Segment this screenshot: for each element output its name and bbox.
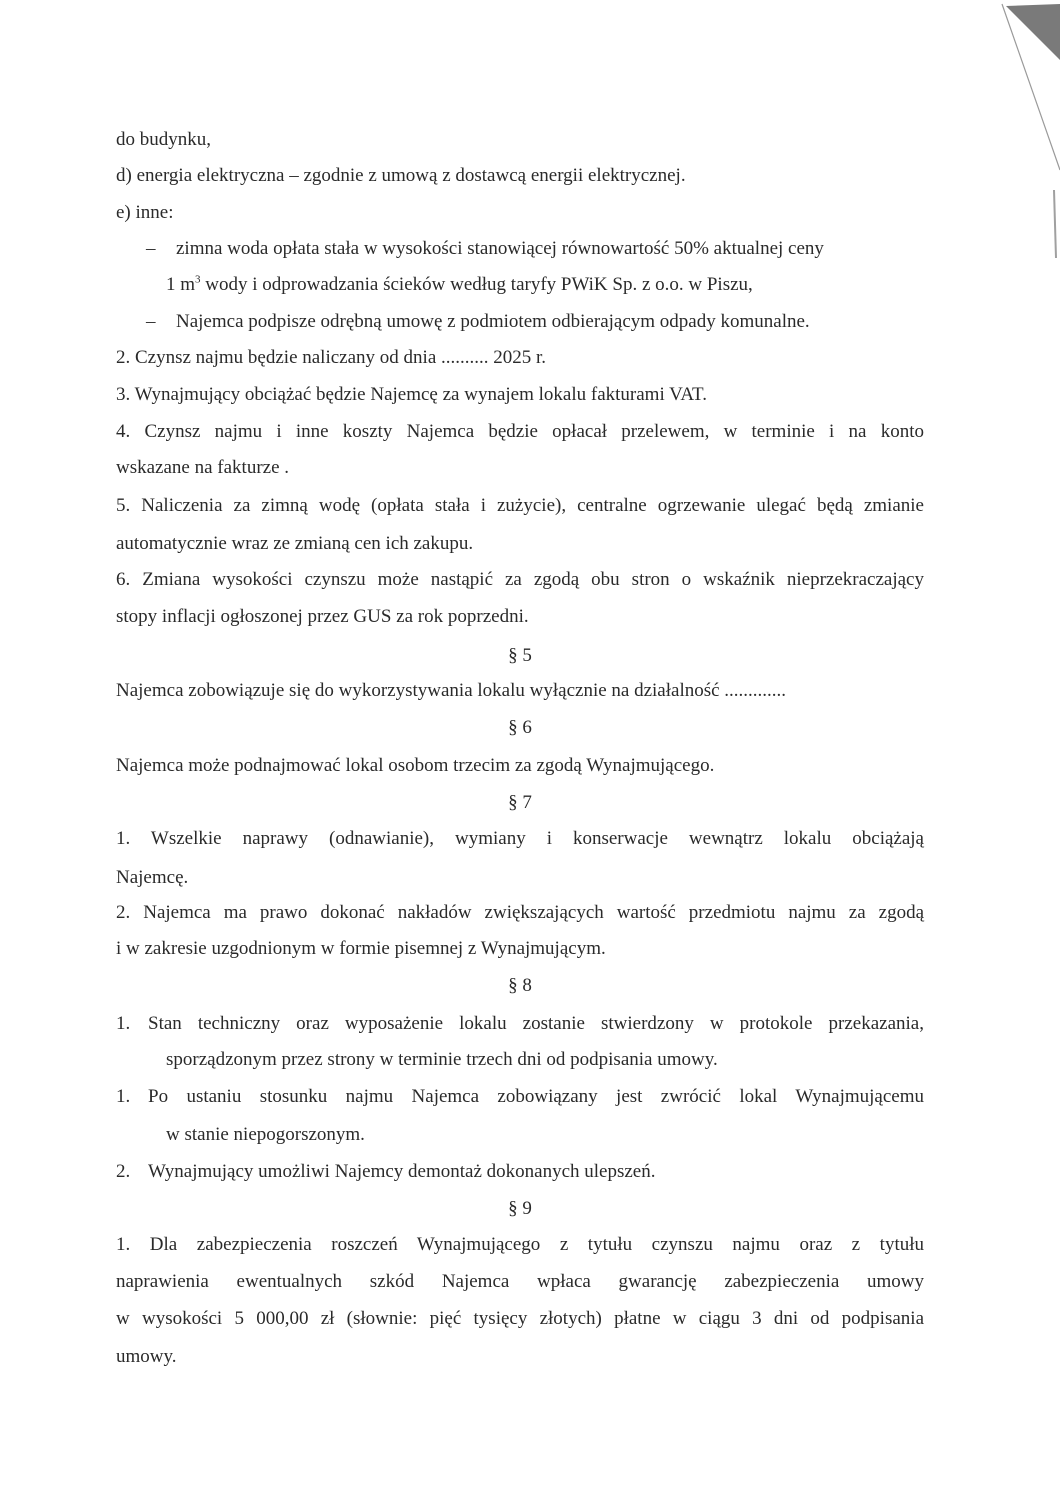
text-line: stopy inflacji ogłoszonej przez GUS za rok poprzedni. — [116, 606, 529, 627]
text-line: zimna woda opłata stała w wysokości stanowiącej równowartość 50% aktualnej ceny — [176, 238, 824, 259]
list-item — [146, 310, 924, 334]
section-heading: § 5 — [508, 645, 532, 666]
page-fold-shadow — [950, 0, 1060, 260]
text-line: umowy. — [116, 1346, 177, 1367]
item-number: 1. — [116, 1013, 131, 1034]
text-line: w stanie niepogorszonym. — [166, 1124, 365, 1145]
text-line: Wynajmujący umożliwi Najemcy demontaż dokonanych ulepszeń. — [148, 1161, 656, 1182]
text-line: 3. Wynajmujący obciążać będzie Najemcę za wynajem lokalu fakturami VAT. — [116, 384, 707, 405]
text-line: Najemca podpisze odrębną umowę z podmiotem odbierającym odpady komunalne. — [176, 311, 810, 332]
text-line: 2. Najemca ma prawo dokonać nakładów zwiększających wartość przedmiotu najmu za zgodą — [116, 902, 924, 923]
text-line: 4. Czynsz najmu i inne koszty Najemca będzie opłacał przelewem, w terminie i na konto — [116, 421, 924, 442]
text-line: 2. Czynsz najmu będzie naliczany od dnia .......... 2025 r. — [116, 347, 547, 368]
list-item — [116, 1160, 924, 1184]
text-line: i w zakresie uzgodnionym w formie pisemnej z Wynajmującym. — [116, 938, 606, 959]
text-fragment: 1 m — [166, 274, 196, 295]
dash-bullet: – — [146, 238, 156, 259]
dash-bullet: – — [146, 311, 156, 332]
text-line: Najemca może podnajmować lokal osobom trzecim za zgodą Wynajmującego. — [116, 755, 715, 776]
text-line: Najemca zobowiązuje się do wykorzystywania lokalu wyłącznie na działalność ............. — [116, 680, 787, 701]
text-line: e) inne: — [116, 202, 174, 223]
text-line: Stan techniczny oraz wyposażenie lokalu zostanie stwierdzony w protokole przekazania, — [148, 1013, 924, 1034]
section-heading: § 7 — [508, 792, 532, 813]
text-line: sporządzonym przez strony w terminie trzech dni od podpisania umowy. — [166, 1049, 718, 1070]
list-item — [116, 1012, 924, 1036]
text-line: 1. Wszelkie naprawy (odnawianie), wymiany i konserwacje wewnątrz lokalu obciążają — [116, 828, 924, 849]
text-line: 6. Zmiana wysokości czynszu może nastąpić za zgodą obu stron o wskaźnik nieprzekraczający — [116, 569, 924, 590]
text-line: do budynku, — [116, 129, 211, 150]
text-line: Po ustaniu stosunku najmu Najemca zobowiązany jest zwrócić lokal Wynajmującemu — [148, 1086, 924, 1107]
list-item — [146, 237, 924, 261]
section-heading: § 6 — [508, 717, 532, 738]
text-line: 1. Dla zabezpieczenia roszczeń Wynajmującego z tytułu czynszu najmu oraz z tytułu — [116, 1234, 924, 1255]
section-heading: § 9 — [508, 1198, 532, 1219]
text-line: automatycznie wraz ze zmianą cen ich zakupu. — [116, 533, 474, 554]
text-line: 5. Naliczenia za zimną wodę (opłata stała i zużycie), centralne ogrzewanie ulegać będą zmianie — [116, 495, 924, 516]
text-fragment: wody i odprowadzania ścieków według taryfy PWiK Sp. z o.o. w Piszu, — [200, 274, 753, 295]
text-line: Najemcę. — [116, 867, 189, 888]
text-line: w wysokości 5 000,00 zł (słownie: pięć tysięcy złotych) płatne w ciągu 3 dni od podpisania — [116, 1308, 924, 1329]
section-heading: § 8 — [508, 975, 532, 996]
list-item — [116, 1085, 924, 1109]
text-line: d) energia elektryczna – zgodnie z umową z dostawcą energii elektrycznej. — [116, 165, 686, 186]
item-number: 2. — [116, 1161, 131, 1182]
text-line — [166, 273, 924, 297]
superscript: 3 — [195, 273, 201, 286]
text-line: naprawienia ewentualnych szkód Najemca wpłaca gwarancję zabezpieczenia umowy — [116, 1271, 924, 1292]
text-line: wskazane na fakturze . — [116, 457, 290, 478]
item-number: 1. — [116, 1086, 131, 1107]
